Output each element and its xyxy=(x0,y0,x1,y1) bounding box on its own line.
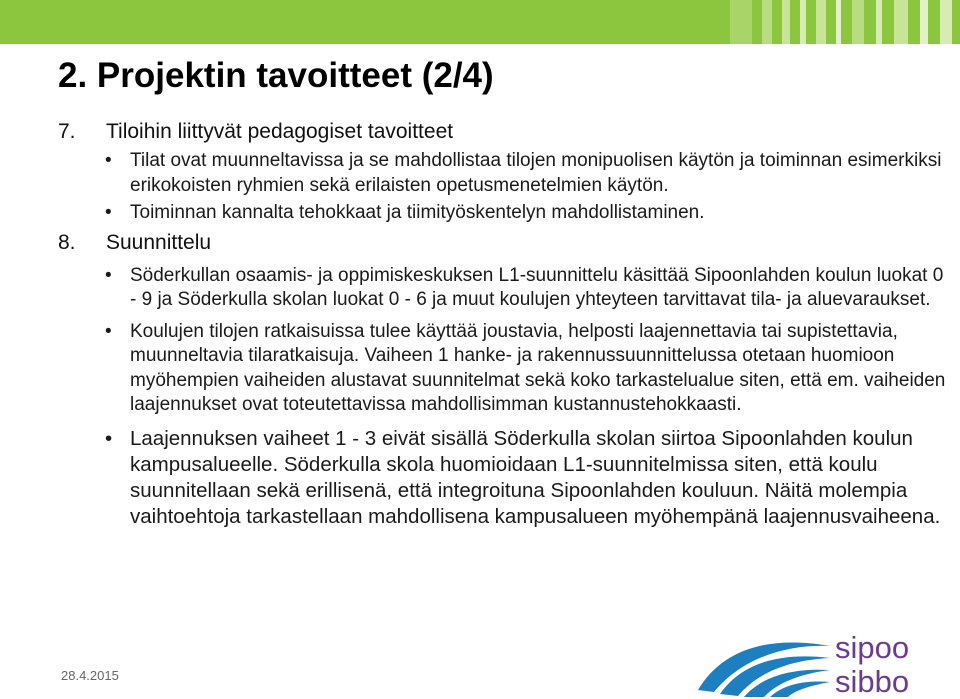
bullet-marker: • xyxy=(105,150,112,171)
section-heading-text: Tiloihin liittyvät pedagogiset tavoitteet xyxy=(106,120,454,143)
list-item xyxy=(58,426,948,530)
list-item-text: Tilat ovat muunneltavissa ja se mahdollistaa tilojen monipuolisen käytön ja toiminnan esimerkiksi erikokoisten ryhmien sekä erilaisten opetusmenetelmien käytön. xyxy=(130,150,942,196)
section-heading xyxy=(58,118,948,145)
bullet-list xyxy=(58,149,948,226)
bullet-marker: • xyxy=(105,320,112,342)
bullet-list xyxy=(58,264,948,530)
slide-title: 2. Projektin tavoitteet (2/4) xyxy=(58,56,494,95)
section-heading-text: Suunnittelu xyxy=(106,230,212,254)
sipoo-logo xyxy=(694,628,924,697)
list-item xyxy=(58,149,948,198)
list-item-text: Toiminnan kannalta tehokkaat ja tiimityöskentelyn mahdollistaminen. xyxy=(130,202,705,223)
list-item xyxy=(58,320,948,418)
list-item xyxy=(58,201,948,226)
list-item-text: Koulujen tilojen ratkaisuissa tulee käyttää joustavia, helposti laajennettavia tai supistettavia, muunneltavia tilaratkaisuja. Vaiheen 1 hanke- ja rakennussuunnittelussa otetaan huomioon myöhempien vaiheiden alustavat suunnitelmat sekä koko tarkastelualue siten, että em. vaiheiden laajennukset ovat toteutettavissa mahdollisimman kustannustehokkaasti. xyxy=(130,320,946,415)
list-item-text: Söderkullan osaamis- ja oppimiskeskuksen L1-suunnittelu käsittää Sipoonlahden koulun luokat 0 - 9 ja Söderkulla skolan luokat 0 - 6 ja muut koulujen yhteyteen tarvittavat tila- ja aluevaraukset. xyxy=(130,264,944,310)
logo-text-sibbo: sibbo xyxy=(835,664,910,699)
bullet-marker: • xyxy=(105,264,112,286)
bullet-marker: • xyxy=(105,426,113,450)
slide-content xyxy=(58,118,948,536)
wave-logo-icon xyxy=(694,628,834,697)
logo-text-sipoo: sipoo xyxy=(835,630,910,665)
section-number: 7. xyxy=(58,120,76,143)
list-item xyxy=(58,264,948,313)
list-item-text: Laajennuksen vaiheet 1 - 3 eivät sisällä Söderkulla skolan siirtoa Sipoonlahden koulun kampusalueelle. Söderkulla skola huomioidaan L1-suunnitelmissa siten, että koulu suunnitellaan sekä erillisenä, että integroituna Sipoonlahden kouluun. Näitä molempia vaihtoehtoja tarkastellaan mahdollisena kampusalueen myöhempänä laajennusvaiheena. xyxy=(130,426,941,528)
bullet-marker: • xyxy=(105,202,112,223)
slide-date: 28.4.2015 xyxy=(61,668,119,683)
header-stripe-bar xyxy=(0,0,960,44)
section-number: 8. xyxy=(58,230,76,254)
section-heading xyxy=(58,229,948,256)
